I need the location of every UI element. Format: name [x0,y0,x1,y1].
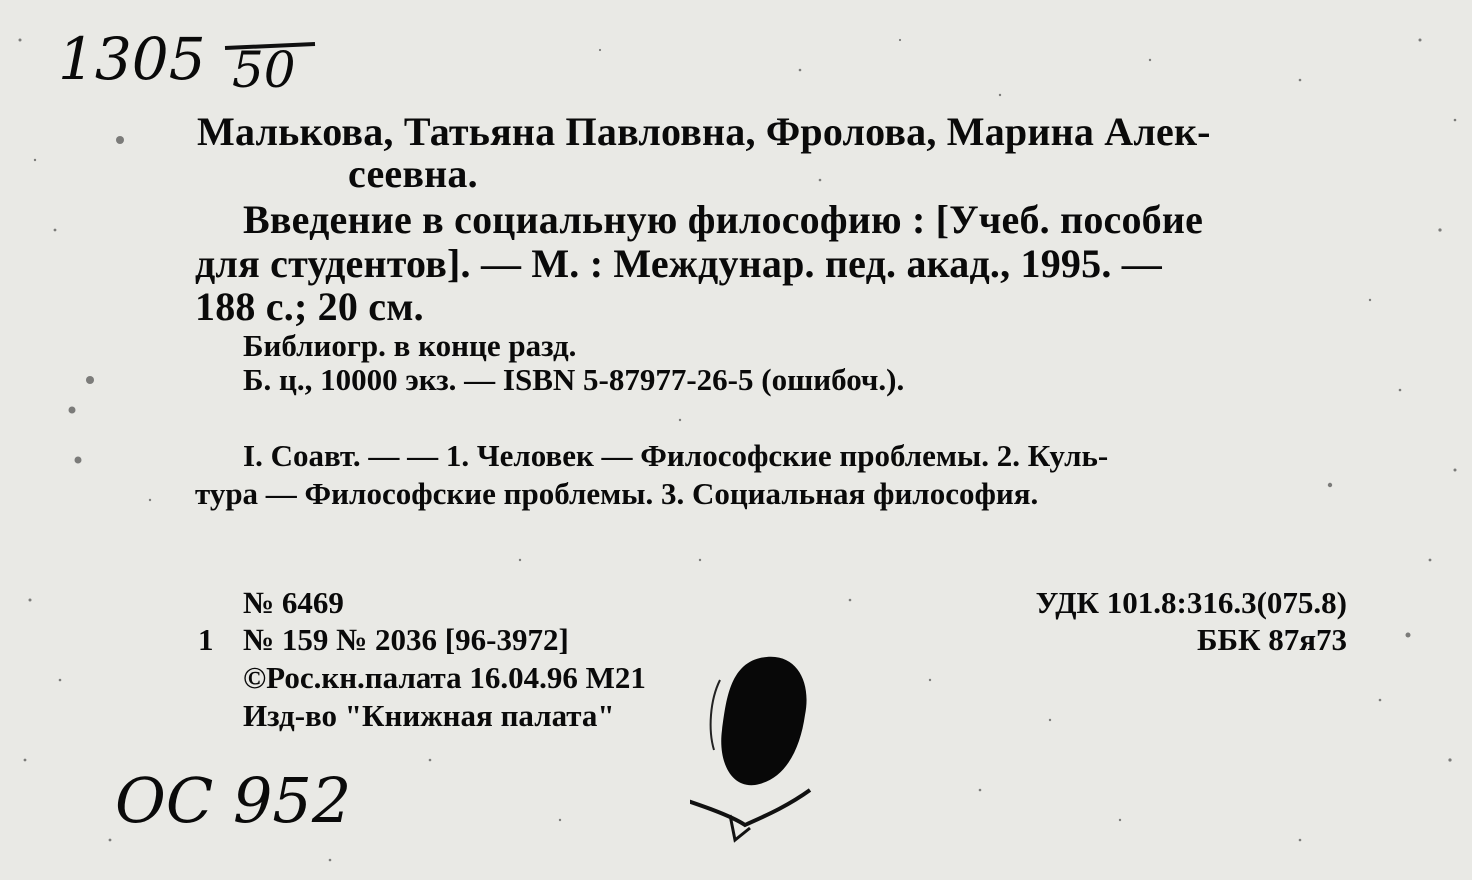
title-line-1: Введение в социальную философию : [Учеб. пособие [243,197,1204,242]
author-line-2: сеевна. [348,151,478,196]
copy-marker: 1 [198,622,214,657]
bbk-code: ББК 87я73 [1197,622,1347,657]
register-numbers: № 159 № 2036 [96-3972] [243,622,569,657]
publisher-line: Изд-во "Книжная палата" [243,698,615,733]
subjects-line-1: I. Соавт. — — 1. Человек — Философские проблемы. 2. Куль- [243,438,1109,473]
author-line-1: Малькова, Татьяна Павловна, Фролова, Марина Алек- [197,109,1211,154]
punch-hole [690,640,850,850]
handwritten-inventory-number: ОС 952 [115,764,352,837]
price-isbn-line: Б. ц., 10000 экз. — ISBN 5-87977-26-5 (ошибоч.). [243,362,905,397]
card-number: № 6469 [243,585,344,620]
title-line-3: 188 с.; 20 см. [195,284,424,329]
handwritten-number: 1305 [58,25,206,93]
subjects-line-2: тура — Философские проблемы. 3. Социальная философия. [195,476,1039,511]
book-chamber-line: ©Рос.кн.палата 16.04.96 М21 [243,660,646,695]
title-line-2: для студентов]. — М. : Междунар. пед. акад., 1995. — [195,241,1162,286]
bibliography-note: Библиогр. в конце разд. [243,328,577,363]
handwritten-call-number [58,25,206,93]
udc-code: УДК 101.8:316.3(075.8) [1035,585,1347,620]
handwritten-fraction-number: 50 [232,41,296,99]
